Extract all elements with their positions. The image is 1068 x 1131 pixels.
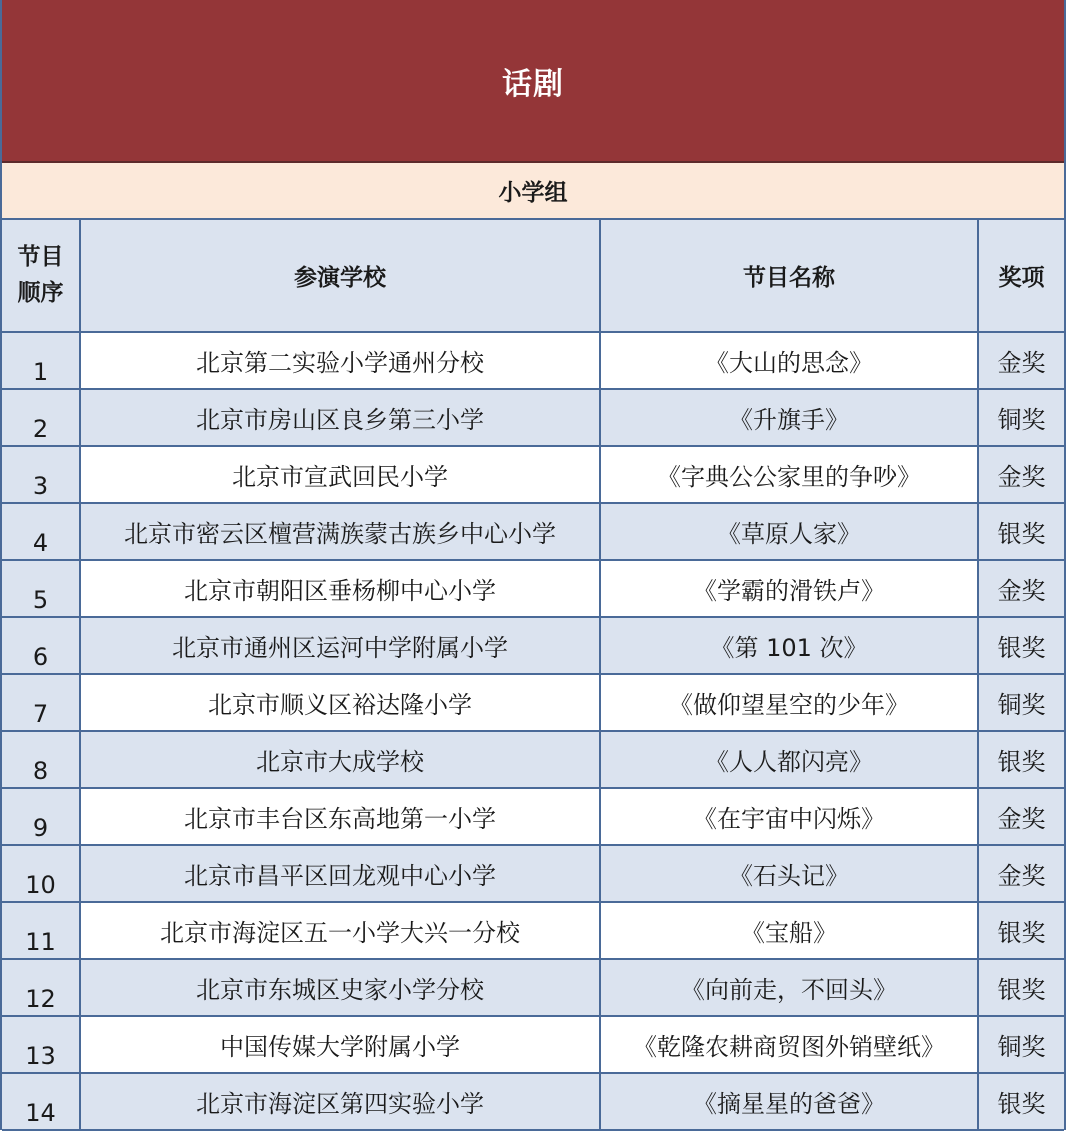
- row-program-cell: 《大山的思念》: [600, 332, 978, 389]
- row-index-cell: 13: [2, 1016, 80, 1073]
- row-index-cell: 11: [2, 902, 80, 959]
- row-program-cell: 《摘星星的爸爸》: [600, 1073, 978, 1130]
- row-index-cell: 14: [2, 1073, 80, 1130]
- table-row: [2, 503, 1064, 560]
- title-banner: [2, 0, 1064, 163]
- row-program-cell: 《升旗手》: [600, 389, 978, 446]
- row-award-cell: 铜奖: [978, 1016, 1064, 1073]
- header-row: [2, 220, 1064, 332]
- table-row: [2, 845, 1064, 902]
- row-program-cell: 《向前走，不回头》: [600, 959, 978, 1016]
- row-program-cell: 《第 101 次》: [600, 617, 978, 674]
- row-award-cell: 银奖: [978, 1073, 1064, 1130]
- group-banner: [2, 163, 1064, 220]
- row-program-cell: 《宝船》: [600, 902, 978, 959]
- row-index-cell: 9: [2, 788, 80, 845]
- header-award: 奖项: [978, 220, 1064, 332]
- header-index-line1: 节目: [17, 243, 64, 270]
- row-program-cell: 《字典公公家里的争吵》: [600, 446, 978, 503]
- row-school-cell: 北京市通州区运河中学附属小学: [80, 617, 600, 674]
- table-row: [2, 617, 1064, 674]
- table-row: [2, 389, 1064, 446]
- row-award-cell: 银奖: [978, 503, 1064, 560]
- row-school-cell: 北京第二实验小学通州分校: [80, 332, 600, 389]
- row-school-cell: 北京市海淀区五一小学大兴一分校: [80, 902, 600, 959]
- row-award-cell: 铜奖: [978, 674, 1064, 731]
- row-school-cell: 北京市昌平区回龙观中心小学: [80, 845, 600, 902]
- row-index-cell: 2: [2, 389, 80, 446]
- row-index-cell: 10: [2, 845, 80, 902]
- row-program-cell: 《草原人家》: [600, 503, 978, 560]
- table-row: [2, 1073, 1064, 1130]
- table-row: [2, 674, 1064, 731]
- row-school-cell: 北京市宣武回民小学: [80, 446, 600, 503]
- row-school-cell: 北京市顺义区裕达隆小学: [80, 674, 600, 731]
- table-row: [2, 902, 1064, 959]
- table-row: [2, 560, 1064, 617]
- table-row: [2, 731, 1064, 788]
- row-index-cell: 6: [2, 617, 80, 674]
- row-program-cell: 《在宇宙中闪烁》: [600, 788, 978, 845]
- row-school-cell: 北京市密云区檀营满族蒙古族乡中心小学: [80, 503, 600, 560]
- row-index-cell: 7: [2, 674, 80, 731]
- table-row: [2, 446, 1064, 503]
- row-award-cell: 铜奖: [978, 389, 1064, 446]
- row-program-cell: 《乾隆农耕商贸图外销壁纸》: [600, 1016, 978, 1073]
- row-award-cell: 金奖: [978, 446, 1064, 503]
- row-index-cell: 1: [2, 332, 80, 389]
- table-row: [2, 1016, 1064, 1073]
- row-award-cell: 银奖: [978, 731, 1064, 788]
- header-index: [2, 220, 80, 332]
- row-index-cell: 5: [2, 560, 80, 617]
- table-body: [2, 332, 1064, 1130]
- row-program-cell: 《做仰望星空的少年》: [600, 674, 978, 731]
- row-index-cell: 3: [2, 446, 80, 503]
- row-award-cell: 金奖: [978, 560, 1064, 617]
- row-school-cell: 北京市东城区史家小学分校: [80, 959, 600, 1016]
- row-award-cell: 金奖: [978, 788, 1064, 845]
- row-award-cell: 金奖: [978, 332, 1064, 389]
- table-row: [2, 959, 1064, 1016]
- table-row: [2, 788, 1064, 845]
- results-table: [2, 220, 1064, 1131]
- row-award-cell: 银奖: [978, 959, 1064, 1016]
- row-school-cell: 北京市丰台区东高地第一小学: [80, 788, 600, 845]
- header-school: 参演学校: [80, 220, 600, 332]
- row-school-cell: 中国传媒大学附属小学: [80, 1016, 600, 1073]
- row-school-cell: 北京市大成学校: [80, 731, 600, 788]
- row-index-cell: 4: [2, 503, 80, 560]
- page-title: 话剧: [502, 66, 564, 102]
- row-school-cell: 北京市朝阳区垂杨柳中心小学: [80, 560, 600, 617]
- row-program-cell: 《石头记》: [600, 845, 978, 902]
- row-index-cell: 12: [2, 959, 80, 1016]
- row-program-cell: 《学霸的滑铁卢》: [600, 560, 978, 617]
- table-row: [2, 332, 1064, 389]
- row-award-cell: 银奖: [978, 617, 1064, 674]
- group-title: 小学组: [498, 180, 568, 206]
- row-school-cell: 北京市海淀区第四实验小学: [80, 1073, 600, 1130]
- row-award-cell: 金奖: [978, 845, 1064, 902]
- header-index-line2: 顺序: [17, 279, 64, 306]
- row-program-cell: 《人人都闪亮》: [600, 731, 978, 788]
- row-index-cell: 8: [2, 731, 80, 788]
- row-award-cell: 银奖: [978, 902, 1064, 959]
- row-school-cell: 北京市房山区良乡第三小学: [80, 389, 600, 446]
- header-program: 节目名称: [600, 220, 978, 332]
